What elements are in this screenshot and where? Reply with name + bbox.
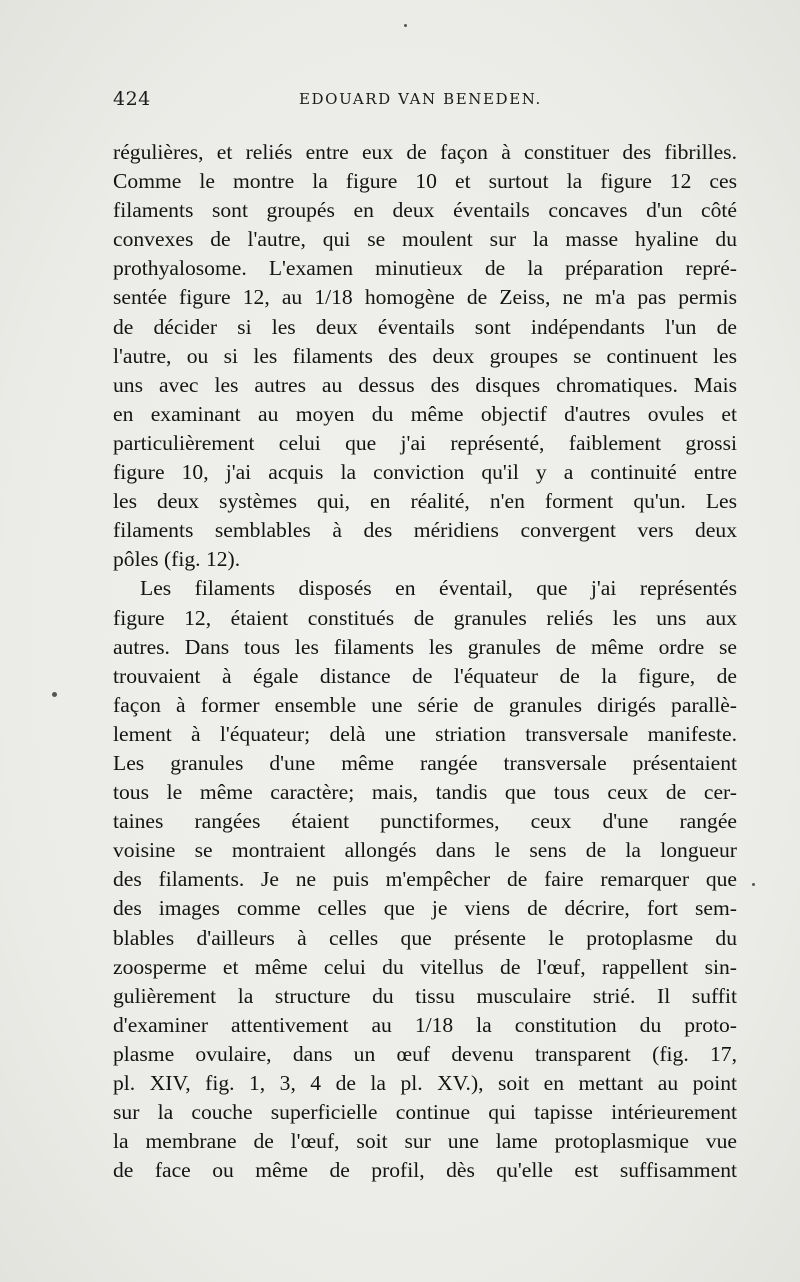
print-speck bbox=[752, 883, 755, 886]
text-line: l'autre, ou si les filaments des deux groupes se continuent les bbox=[113, 343, 737, 368]
text-line: trouvaient à égale distance de l'équateur de la figure, de bbox=[113, 663, 737, 688]
text-line: prothyalosome. L'examen minutieux de la préparation repré- bbox=[113, 256, 737, 281]
text-line: uns avec les autres au dessus des disques chromatiques. Mais bbox=[113, 372, 737, 397]
text-line: convexes de l'autre, qui se moulent sur la masse hyaline du bbox=[113, 227, 737, 252]
text-line: blables d'ailleurs à celles que présente le protoplasme du bbox=[113, 925, 737, 950]
text-line: de décider si les deux éventails sont indépendants l'un de bbox=[113, 314, 737, 339]
text-line: figure 10, j'ai acquis la conviction qu'il y a continuité entre bbox=[113, 460, 737, 485]
text-line: pôles (fig. 12). bbox=[113, 547, 241, 572]
text-line: plasme ovulaire, dans un œuf devenu transparent (fig. 17, bbox=[113, 1041, 737, 1066]
text-line: pl. XIV, fig. 1, 3, 4 de la pl. XV.), soit en mettant au point bbox=[113, 1071, 737, 1095]
text-line: voisine se montraient allongés dans le sens de la longueur bbox=[113, 838, 737, 863]
text-line: zoosperme et même celui du vitellus de l'œuf, rappellent sin- bbox=[113, 954, 737, 979]
print-speck bbox=[52, 692, 57, 697]
text-line: des filaments. Je ne puis m'empêcher de faire remarquer que bbox=[113, 867, 737, 892]
text-line: Comme le montre la figure 10 et surtout la figure 12 ces bbox=[113, 169, 737, 194]
text-line: de face ou même de profil, dès qu'elle est suffisamment bbox=[113, 1158, 737, 1183]
text-line: figure 12, étaient constitués de granules reliés les uns aux bbox=[113, 605, 737, 630]
text-line: d'examiner attentivement au 1/18 la constitution du proto- bbox=[113, 1012, 737, 1037]
text-line: taines rangées étaient punctiformes, ceux d'une rangée bbox=[113, 809, 737, 834]
text-line: Les filaments disposés en éventail, que j'ai représentés bbox=[140, 576, 737, 601]
text-line: sentée figure 12, au 1/18 homogène de Zeiss, ne m'a pas permis bbox=[113, 285, 737, 310]
text-line: lement à l'équateur; delà une striation transversale manifeste. bbox=[113, 721, 737, 746]
paragraph bbox=[113, 574, 737, 1185]
paragraph bbox=[113, 138, 737, 574]
text-line: la membrane de l'œuf, soit sur une lame protoplasmique vue bbox=[113, 1129, 737, 1154]
text-line: façon à former ensemble une série de granules dirigés parallè- bbox=[113, 692, 737, 717]
text-line: gulièrement la structure du tissu musculaire strié. Il suffit bbox=[113, 983, 737, 1008]
text-line: particulièrement celui que j'ai représenté, faiblement grossi bbox=[113, 430, 737, 455]
running-title: EDOUARD VAN BENEDEN. bbox=[299, 90, 542, 108]
text-line: des images comme celles que je viens de décrire, fort sem- bbox=[113, 896, 737, 921]
text-line: les deux systèmes qui, en réalité, n'en forment qu'un. Les bbox=[113, 489, 737, 514]
text-line: tous le même caractère; mais, tandis que tous ceux de cer- bbox=[113, 780, 737, 805]
text-line: en examinant au moyen du même objectif d'autres ovules et bbox=[113, 401, 737, 426]
print-speck bbox=[404, 24, 407, 27]
page-number: 424 bbox=[113, 88, 151, 110]
text-line: régulières, et reliés entre eux de façon à constituer des fibrilles. bbox=[113, 140, 737, 164]
page-header bbox=[113, 88, 735, 116]
text-line: sur la couche superficielle continue qui tapisse intérieurement bbox=[113, 1100, 737, 1125]
text-line: filaments semblables à des méridiens convergent vers deux bbox=[113, 518, 737, 543]
text-line: autres. Dans tous les filaments les granules de même ordre se bbox=[113, 634, 737, 659]
text-line: filaments sont groupés en deux éventails concaves d'un côté bbox=[113, 198, 737, 223]
body-text bbox=[113, 138, 737, 1185]
text-line: Les granules d'une même rangée transversale présentaient bbox=[113, 750, 737, 775]
